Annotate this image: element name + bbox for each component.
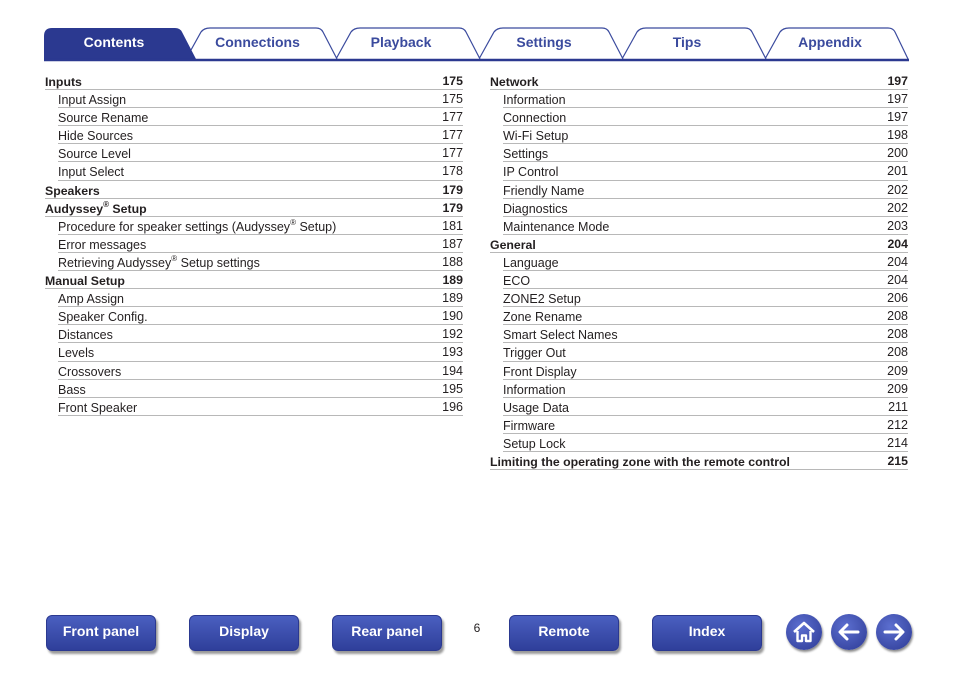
toc-entry-page: 177 [442, 110, 463, 125]
toc-entry-page: 208 [887, 345, 908, 360]
toc-entry-speaker-config[interactable] [58, 307, 463, 325]
toc-entry-wi-fi-setup[interactable] [503, 126, 908, 144]
toc-entry-retrieving-audyssey-setup-settings[interactable] [58, 253, 463, 271]
toc-entry-input-select[interactable] [58, 162, 463, 180]
toc-entry-zone-rename[interactable] [503, 307, 908, 325]
toc-entry-front-display[interactable] [503, 362, 908, 380]
toc-entry-front-speaker[interactable] [58, 398, 463, 416]
toc-entry-input-assign[interactable] [58, 90, 463, 108]
toc-entry-title: Crossovers [58, 364, 122, 379]
toc-entry-limiting-the-operating-zone-with-the-remote-control[interactable] [490, 452, 908, 470]
tab-settings[interactable]: Settings [516, 34, 572, 50]
toc-entry-amp-assign[interactable] [58, 289, 463, 307]
toc-entry-eco[interactable] [503, 271, 908, 289]
toc-entry-procedure-for-speaker-settings-audyssey-setup[interactable] [58, 217, 463, 235]
toc-entry-zone2-setup[interactable] [503, 289, 908, 307]
toc-entry-page: 209 [887, 363, 908, 378]
toc-entry-source-level[interactable] [58, 144, 463, 162]
toc-entry-title: Bass [58, 382, 86, 397]
toc-entry-ip-control[interactable] [503, 162, 908, 180]
toc-entry-page: 204 [887, 273, 908, 288]
toc-entry-title: Input Select [58, 165, 125, 180]
back-arrow-icon [831, 614, 867, 650]
toc-entry-title: Usage Data [503, 400, 570, 415]
toc-entry-page: 215 [887, 453, 908, 468]
toc-entry-title: Source Rename [58, 111, 149, 126]
toc-entry-title: Speakers [45, 183, 100, 198]
toc-entry-inputs[interactable] [45, 72, 463, 90]
toc-entry-settings[interactable] [503, 144, 908, 162]
toc-entry-friendly-name[interactable] [503, 181, 908, 199]
toc-entry-title: Front Display [503, 364, 577, 379]
toc-entry-page: 189 [442, 291, 463, 306]
toc-entry-title: Manual Setup [45, 274, 125, 289]
toc-entry-page: 193 [442, 345, 463, 360]
toc-entry-page: 202 [887, 182, 908, 197]
toc-entry-page: 177 [442, 146, 463, 161]
toc-entry-page: 209 [887, 381, 908, 396]
toc-entry-error-messages[interactable] [58, 235, 463, 253]
toc-entry-title: ECO [503, 274, 531, 289]
toc-entry-connection[interactable] [503, 108, 908, 126]
back-button[interactable] [831, 614, 867, 650]
toc-entry-page: 204 [887, 254, 908, 269]
toc-entry-page: 208 [887, 309, 908, 324]
toc-entry-bass[interactable] [58, 380, 463, 398]
toc-entry-title: Inputs [45, 75, 82, 89]
tab-contents[interactable]: Contents [83, 34, 145, 50]
toc-entry-page: 188 [442, 254, 463, 269]
toc-entry-page: 179 [442, 182, 463, 197]
toc-entry-title: Retrieving Audyssey® Setup settings [58, 253, 260, 270]
tab-appendix[interactable]: Appendix [798, 34, 862, 50]
toc-entry-title: Diagnostics [503, 201, 568, 216]
toc-entry-title: IP Control [503, 165, 559, 180]
toc-entry-firmware[interactable] [503, 416, 908, 434]
toc-entry-title: Amp Assign [58, 292, 125, 307]
toc-entry-title: General [490, 237, 536, 252]
toc-entry-page: 177 [442, 128, 463, 143]
toc-entry-title: Settings [503, 147, 549, 162]
toc-entry-page: 203 [887, 218, 908, 233]
toc-entry-page: 189 [442, 273, 463, 288]
toc-entry-usage-data[interactable] [503, 398, 908, 416]
toc-entry-page: 179 [442, 200, 463, 215]
toc-entry-page: 212 [887, 417, 908, 432]
toc-entry-page: 198 [887, 128, 908, 143]
rear-panel-button[interactable]: Rear panel [332, 615, 442, 651]
toc-entry-speakers[interactable] [45, 181, 463, 199]
toc-entry-page: 192 [442, 327, 463, 342]
toc-entry-audyssey-setup[interactable] [45, 199, 463, 217]
tab-connections[interactable]: Connections [215, 34, 300, 50]
toc-entry-title: Audyssey® Setup [45, 199, 147, 216]
home-icon [786, 614, 822, 650]
toc-entry-manual-setup[interactable] [45, 271, 463, 289]
toc-entry-title: Distances [58, 328, 113, 343]
toc-entry-title: Connection [503, 111, 567, 126]
toc-entry-title: Limiting the operating zone with the remote control [490, 454, 790, 469]
toc-entry-trigger-out[interactable] [503, 343, 908, 361]
front-panel-button[interactable]: Front panel [46, 615, 156, 651]
toc-entry-title: Information [503, 93, 566, 108]
toc-entry-distances[interactable] [58, 325, 463, 343]
toc-entry-title: Firmware [503, 418, 556, 433]
toc-entry-title: Setup Lock [503, 436, 566, 451]
toc-entry-title: Error messages [58, 237, 147, 252]
home-button[interactable] [786, 614, 822, 650]
toc-entry-information[interactable] [503, 90, 908, 108]
toc-entry-setup-lock[interactable] [503, 434, 908, 452]
toc-entry-information[interactable] [503, 380, 908, 398]
toc-entry-title: Speaker Config. [58, 310, 148, 325]
toc-entry-page: 197 [887, 74, 908, 88]
toc-entry-page: 206 [887, 291, 908, 306]
toc-entry-levels[interactable] [58, 343, 463, 361]
toc-entry-title: Wi-Fi Setup [503, 129, 569, 144]
toc-entry-page: 197 [887, 110, 908, 125]
toc-entry-page: 202 [887, 200, 908, 215]
toc-entry-page: 175 [442, 92, 463, 107]
forward-arrow-icon [876, 614, 912, 650]
toc-entry-network[interactable] [490, 72, 908, 90]
toc-entry-title: Front Speaker [58, 400, 138, 415]
toc-entry-page: 181 [442, 218, 463, 233]
toc-entry-page: 175 [442, 74, 463, 88]
toc-left-column [45, 72, 463, 416]
toc-entry-title: Zone Rename [503, 310, 583, 325]
toc-entry-title: Language [503, 255, 559, 270]
toc-entry-title: Procedure for speaker settings (Audyssey® Setup) [58, 217, 337, 234]
toc-entry-page: 208 [887, 327, 908, 342]
toc-entry-title: Trigger Out [503, 346, 566, 361]
tab-bar [0, 0, 954, 64]
toc-entry-title: Input Assign [58, 93, 127, 108]
toc-entry-page: 200 [887, 146, 908, 161]
toc-entry-diagnostics[interactable] [503, 199, 908, 217]
toc-entry-title: Maintenance Mode [503, 219, 610, 234]
toc-entry-title: Source Level [58, 147, 131, 162]
toc-entry-language[interactable] [503, 253, 908, 271]
toc-entry-maintenance-mode[interactable] [503, 217, 908, 235]
index-button[interactable]: Index [652, 615, 762, 651]
toc-entry-title: ZONE2 Setup [503, 292, 581, 307]
tab-tips[interactable]: Tips [672, 34, 702, 50]
toc-entry-title: Friendly Name [503, 183, 585, 198]
toc-entry-page: 211 [888, 399, 908, 414]
toc-entry-page: 196 [442, 399, 463, 414]
toc-entry-title: Hide Sources [58, 129, 134, 144]
toc-entry-page: 194 [442, 363, 463, 378]
toc-entry-page: 195 [442, 381, 463, 396]
page-number: 6 [473, 621, 481, 635]
toc-right-column [490, 72, 908, 470]
tab-shapes [0, 0, 954, 64]
toc-entry-page: 197 [887, 92, 908, 107]
toc-entry-hide-sources[interactable] [58, 126, 463, 144]
toc-entry-page: 214 [887, 435, 908, 450]
toc-entry-smart-select-names[interactable] [503, 325, 908, 343]
toc-entry-general[interactable] [490, 235, 908, 253]
toc-entry-source-rename[interactable] [58, 108, 463, 126]
toc-entry-page: 178 [442, 164, 463, 179]
forward-button[interactable] [876, 614, 912, 650]
toc-entry-page: 187 [442, 236, 463, 251]
remote-button[interactable]: Remote [509, 615, 619, 651]
toc-entry-page: 201 [887, 164, 908, 179]
toc-entry-title: Levels [58, 346, 95, 361]
display-button[interactable]: Display [189, 615, 299, 651]
toc-entry-page: 190 [442, 309, 463, 324]
toc-entry-title: Information [503, 382, 566, 397]
toc-entry-page: 204 [887, 236, 908, 251]
tab-playback[interactable]: Playback [370, 34, 432, 50]
toc-entry-title: Smart Select Names [503, 328, 618, 343]
toc-entry-title: Network [490, 75, 539, 89]
toc-entry-crossovers[interactable] [58, 362, 463, 380]
